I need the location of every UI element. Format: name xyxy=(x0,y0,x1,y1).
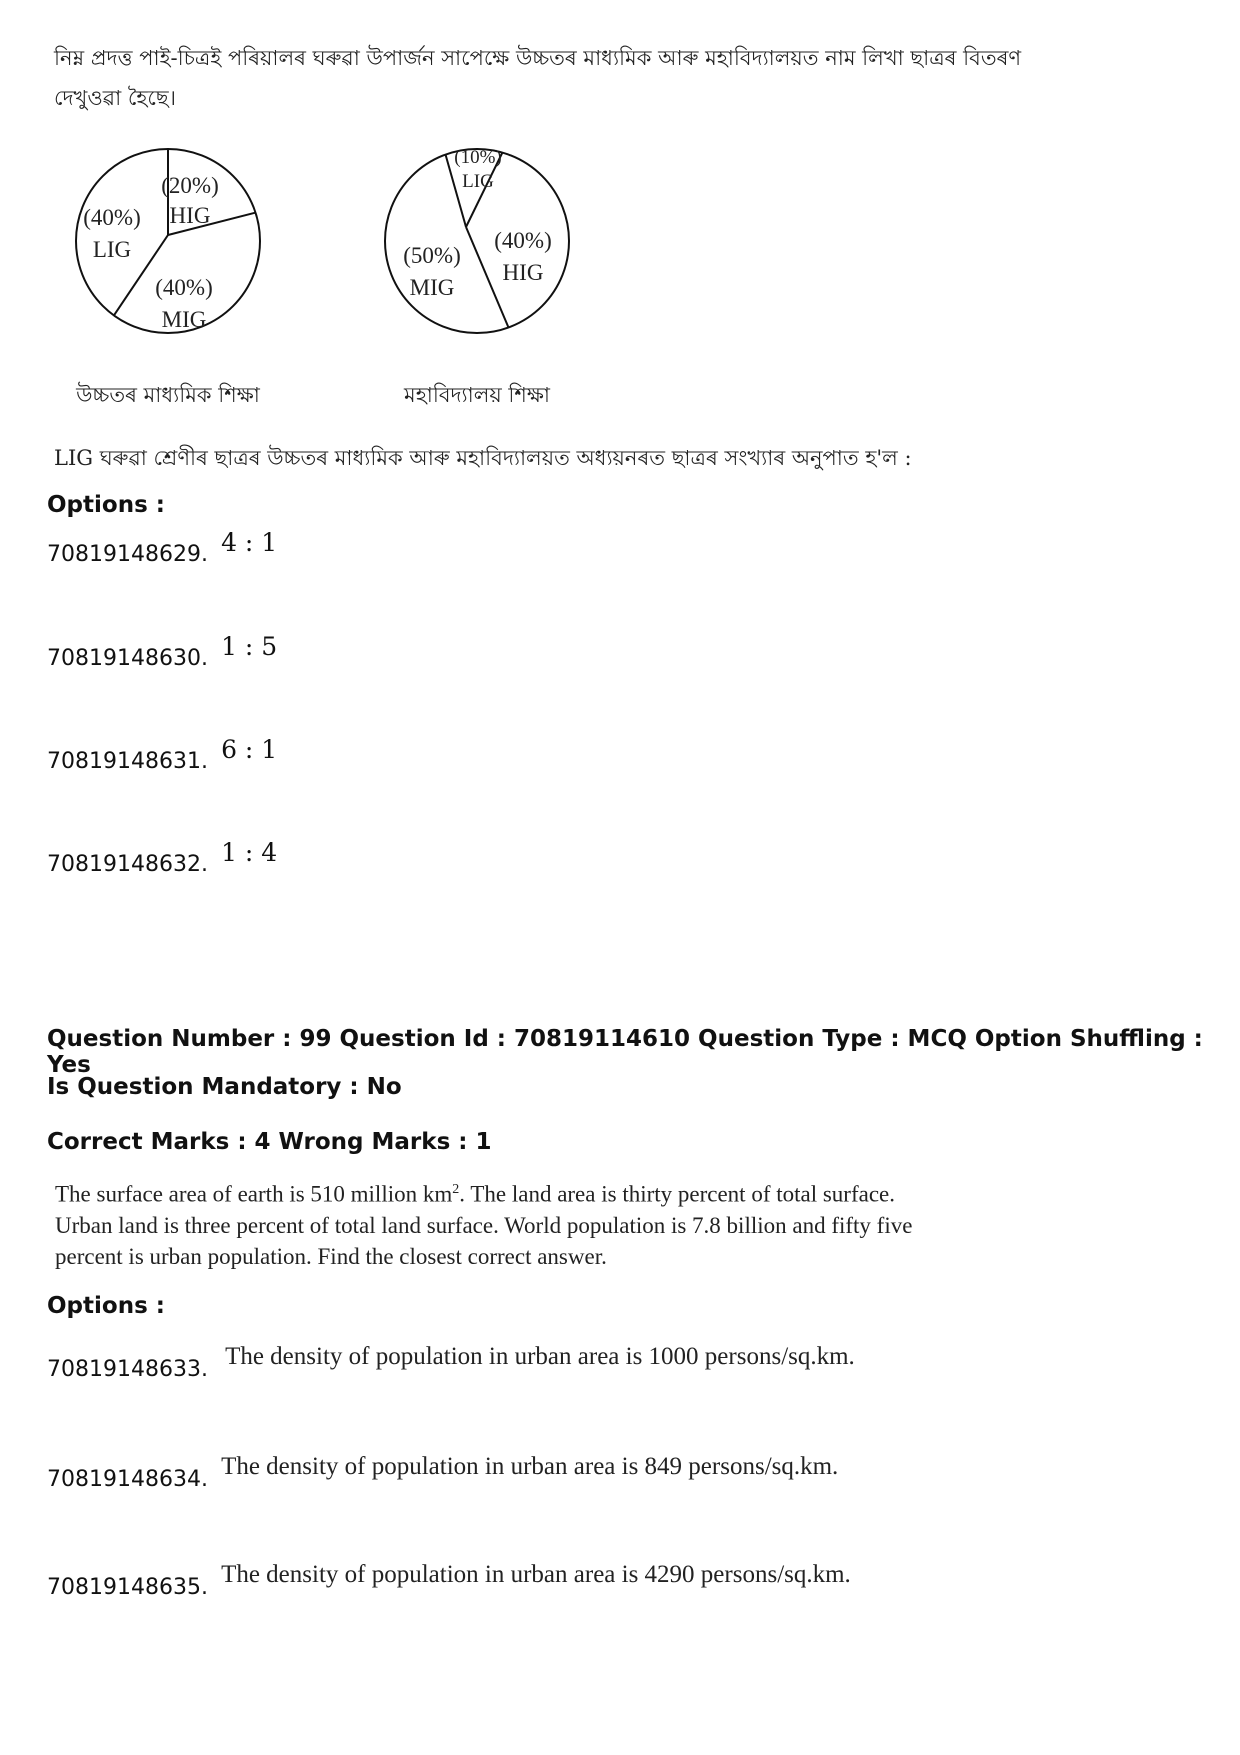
q98-question: LIG ঘৰুৱা শ্ৰেণীৰ ছাত্ৰৰ উচ্চতৰ মাধ্যমিক আৰু মহাবিদ্যালয়ত অধ্যয়নৰত ছাত্ৰৰ সংখ্যাৰ অনুপাত হ'ল : xyxy=(54,446,912,470)
q99-question-text xyxy=(55,1174,1055,1272)
pie1-mig-pct: (40%) xyxy=(155,275,213,300)
pie2-lig-label: LIG xyxy=(462,171,494,192)
q98-intro-line2: দেখুওৱা হৈছে। xyxy=(54,86,177,110)
option-id: 70819148632. xyxy=(47,852,208,877)
option-value: 4 : 1 xyxy=(221,528,278,557)
option-value: 1 : 4 xyxy=(221,838,278,867)
q99-option-3[interactable] xyxy=(47,1561,851,1601)
option-value: 1 : 5 xyxy=(221,632,278,661)
q98-option-4[interactable] xyxy=(47,838,278,877)
pie1-mig-label: MIG xyxy=(161,307,207,332)
q98-options-label: Options : xyxy=(47,492,165,518)
pie1-hig-pct: (20%) xyxy=(161,173,219,198)
q99-text-line2: Urban land is three percent of total land surface. World population is 7.8 billion and fifty five xyxy=(55,1212,913,1238)
q99-marks: Correct Marks : 4 Wrong Marks : 1 xyxy=(47,1129,492,1155)
q99-options-label: Options : xyxy=(47,1293,165,1319)
q99-header: Question Number : 99 Question Id : 70819114610 Question Type : MCQ Option Shuffling : Yes xyxy=(47,1026,1203,1078)
q99-text-line3: percent is urban population. Find the closest correct answer. xyxy=(55,1243,607,1269)
pie2-title: মহাবিদ্যালয় শিক্ষা xyxy=(404,383,550,407)
pie1-lig-label: LIG xyxy=(92,237,132,262)
pie1-lig-pct: (40%) xyxy=(83,205,141,230)
q98-intro-line1: নিম্ন প্ৰদত্ত পাই-চিত্ৰই পৰিয়ালৰ ঘৰুৱা উপাৰ্জন সাপেক্ষে উচ্চতৰ মাধ্যমিক আৰু মহাবিদ্যালয়ত নাম লিখা ছাত্ৰৰ বিতৰণ xyxy=(54,46,1022,70)
option-id: 70819148629. xyxy=(47,542,208,567)
pie-charts xyxy=(40,130,580,415)
option-value: The density of population in urban area is 4290 persons/sq.km. xyxy=(221,1561,851,1588)
option-id: 70819148635. xyxy=(47,1575,208,1600)
pie1-title: উচ্চতৰ মাধ্যমিক শিক্ষা xyxy=(76,383,260,407)
q99-mandatory: Is Question Mandatory : No xyxy=(47,1074,402,1100)
q99-option-2[interactable] xyxy=(47,1453,839,1493)
q99-text-line1: The surface area of earth is 510 million $km^2$. The land area is thirty percent of total surface. xyxy=(55,1181,896,1207)
pie2-lig-pct: (10%) xyxy=(454,147,502,168)
pie2-hig-pct: (40%) xyxy=(494,228,552,253)
option-id: 70819148631. xyxy=(47,749,208,774)
option-value: The density of population in urban area is 1000 persons/sq.km. xyxy=(225,1343,855,1370)
pie2-mig-pct: (50%) xyxy=(403,243,461,268)
q98-option-1[interactable] xyxy=(47,528,278,567)
q98-option-3[interactable] xyxy=(47,735,278,774)
option-value: 6 : 1 xyxy=(221,735,278,764)
pie2-mig-label: MIG xyxy=(409,275,455,300)
pie2-hig-label: HIG xyxy=(502,260,544,285)
option-id: 70819148630. xyxy=(47,646,208,671)
option-id: 70819148634. xyxy=(47,1467,208,1492)
pie1-hig-label: HIG xyxy=(169,203,211,228)
q99-option-1[interactable] xyxy=(47,1343,855,1383)
option-value: The density of population in urban area is 849 persons/sq.km. xyxy=(221,1453,839,1480)
option-id: 70819148633. xyxy=(47,1357,208,1382)
q98-option-2[interactable] xyxy=(47,632,278,671)
